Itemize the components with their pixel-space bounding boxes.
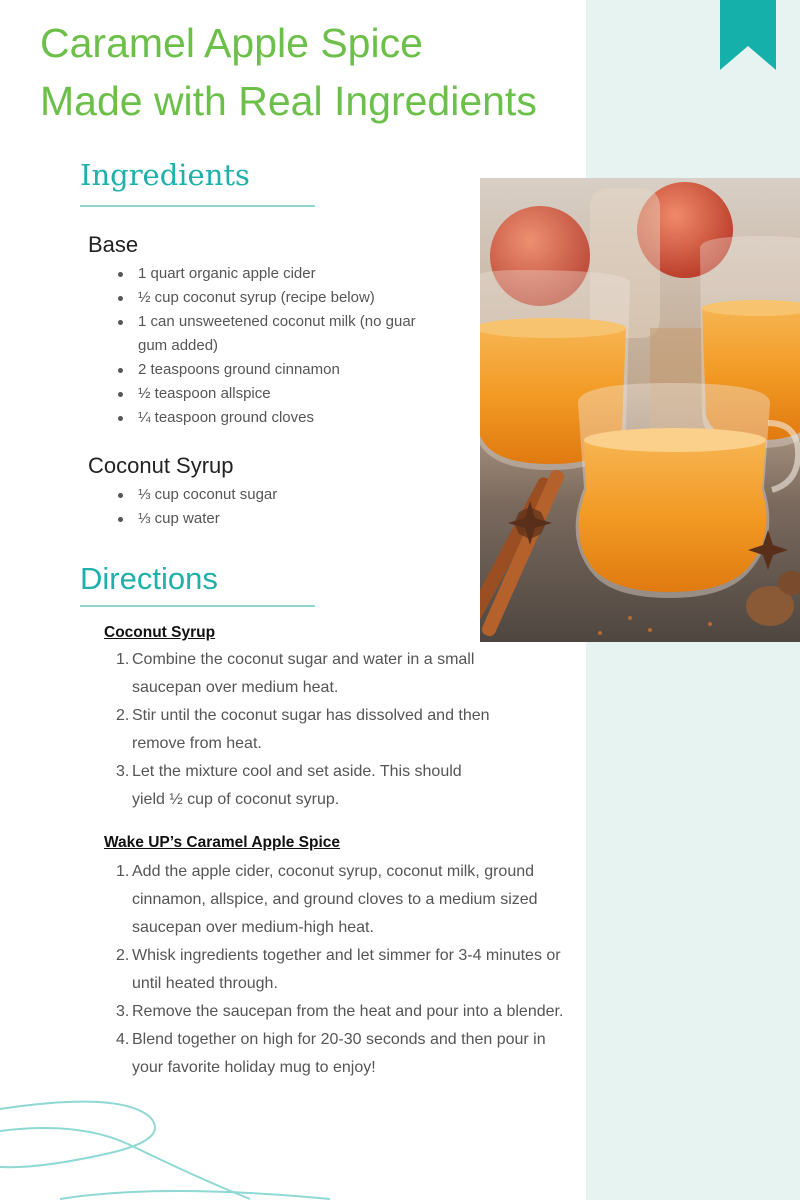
syrup-ingredient-list	[118, 483, 448, 531]
list-item: 1 quart organic apple cider	[118, 262, 448, 286]
step-item	[116, 646, 496, 702]
step-text: Whisk ingredients together and let simmer for 3-4 minutes or until heated through.	[132, 947, 561, 992]
base-ingredient-list	[118, 262, 448, 430]
step-number: 2.	[116, 947, 130, 964]
step-item	[116, 1026, 576, 1082]
directions-divider	[80, 605, 315, 607]
step-item	[116, 758, 496, 814]
step-item	[116, 702, 496, 758]
decorative-swoosh-icon	[0, 1095, 340, 1200]
base-heading: Base	[88, 232, 139, 257]
bookmark-ribbon-icon	[720, 0, 776, 72]
step-text: Remove the saucepan from the heat and pour into a blender.	[132, 1003, 564, 1020]
syrup-steps-list	[116, 646, 496, 814]
list-item: ½ cup coconut syrup (recipe below)	[118, 286, 448, 310]
ingredients-heading: Ingredients	[80, 158, 250, 192]
step-text: Let the mixture cool and set aside. This should yield ½ cup of coconut syrup.	[132, 763, 462, 808]
step-item	[116, 942, 576, 998]
step-number: 2.	[116, 707, 130, 724]
list-item: 2 teaspoons ground cinnamon	[118, 358, 448, 382]
title-line-2: Made with Real Ingredients	[40, 78, 537, 124]
list-item: ½ teaspoon allspice	[118, 382, 448, 406]
directions-heading: Directions	[80, 561, 218, 596]
step-number: 1.	[116, 863, 130, 880]
title-line-1: Caramel Apple Spice	[40, 20, 423, 66]
drink-photo	[480, 178, 800, 642]
ingredients-divider	[80, 205, 315, 207]
step-text: Add the apple cider, coconut syrup, coconut milk, ground cinnamon, allspice, and ground cloves to a medium sized saucepan over medium-high heat.	[132, 863, 538, 936]
step-text: Blend together on high for 20-30 seconds and then pour in your favorite holiday mug to enjoy!	[132, 1031, 546, 1076]
step-number: 4.	[116, 1031, 130, 1048]
drink-steps-title: Wake UP’s Caramel Apple Spice	[104, 834, 341, 851]
step-item	[116, 998, 576, 1026]
list-item: 1 can unsweetened coconut milk (no guar gum added)	[118, 310, 433, 358]
list-item: ⅓ cup water	[118, 507, 448, 531]
list-item: ⅓ cup coconut sugar	[118, 483, 448, 507]
syrup-steps-title: Coconut Syrup	[104, 624, 216, 641]
step-number: 3.	[116, 1003, 130, 1020]
step-text: Combine the coconut sugar and water in a small saucepan over medium heat.	[132, 651, 475, 696]
step-number: 3.	[116, 763, 130, 780]
coconut-syrup-heading: Coconut Syrup	[88, 453, 234, 478]
list-item: ¼ teaspoon ground cloves	[118, 406, 448, 430]
step-text: Stir until the coconut sugar has dissolved and then remove from heat.	[132, 707, 490, 752]
page-title	[40, 14, 537, 130]
step-item	[116, 858, 576, 942]
step-number: 1.	[116, 651, 130, 668]
drink-steps-list	[116, 858, 576, 1082]
